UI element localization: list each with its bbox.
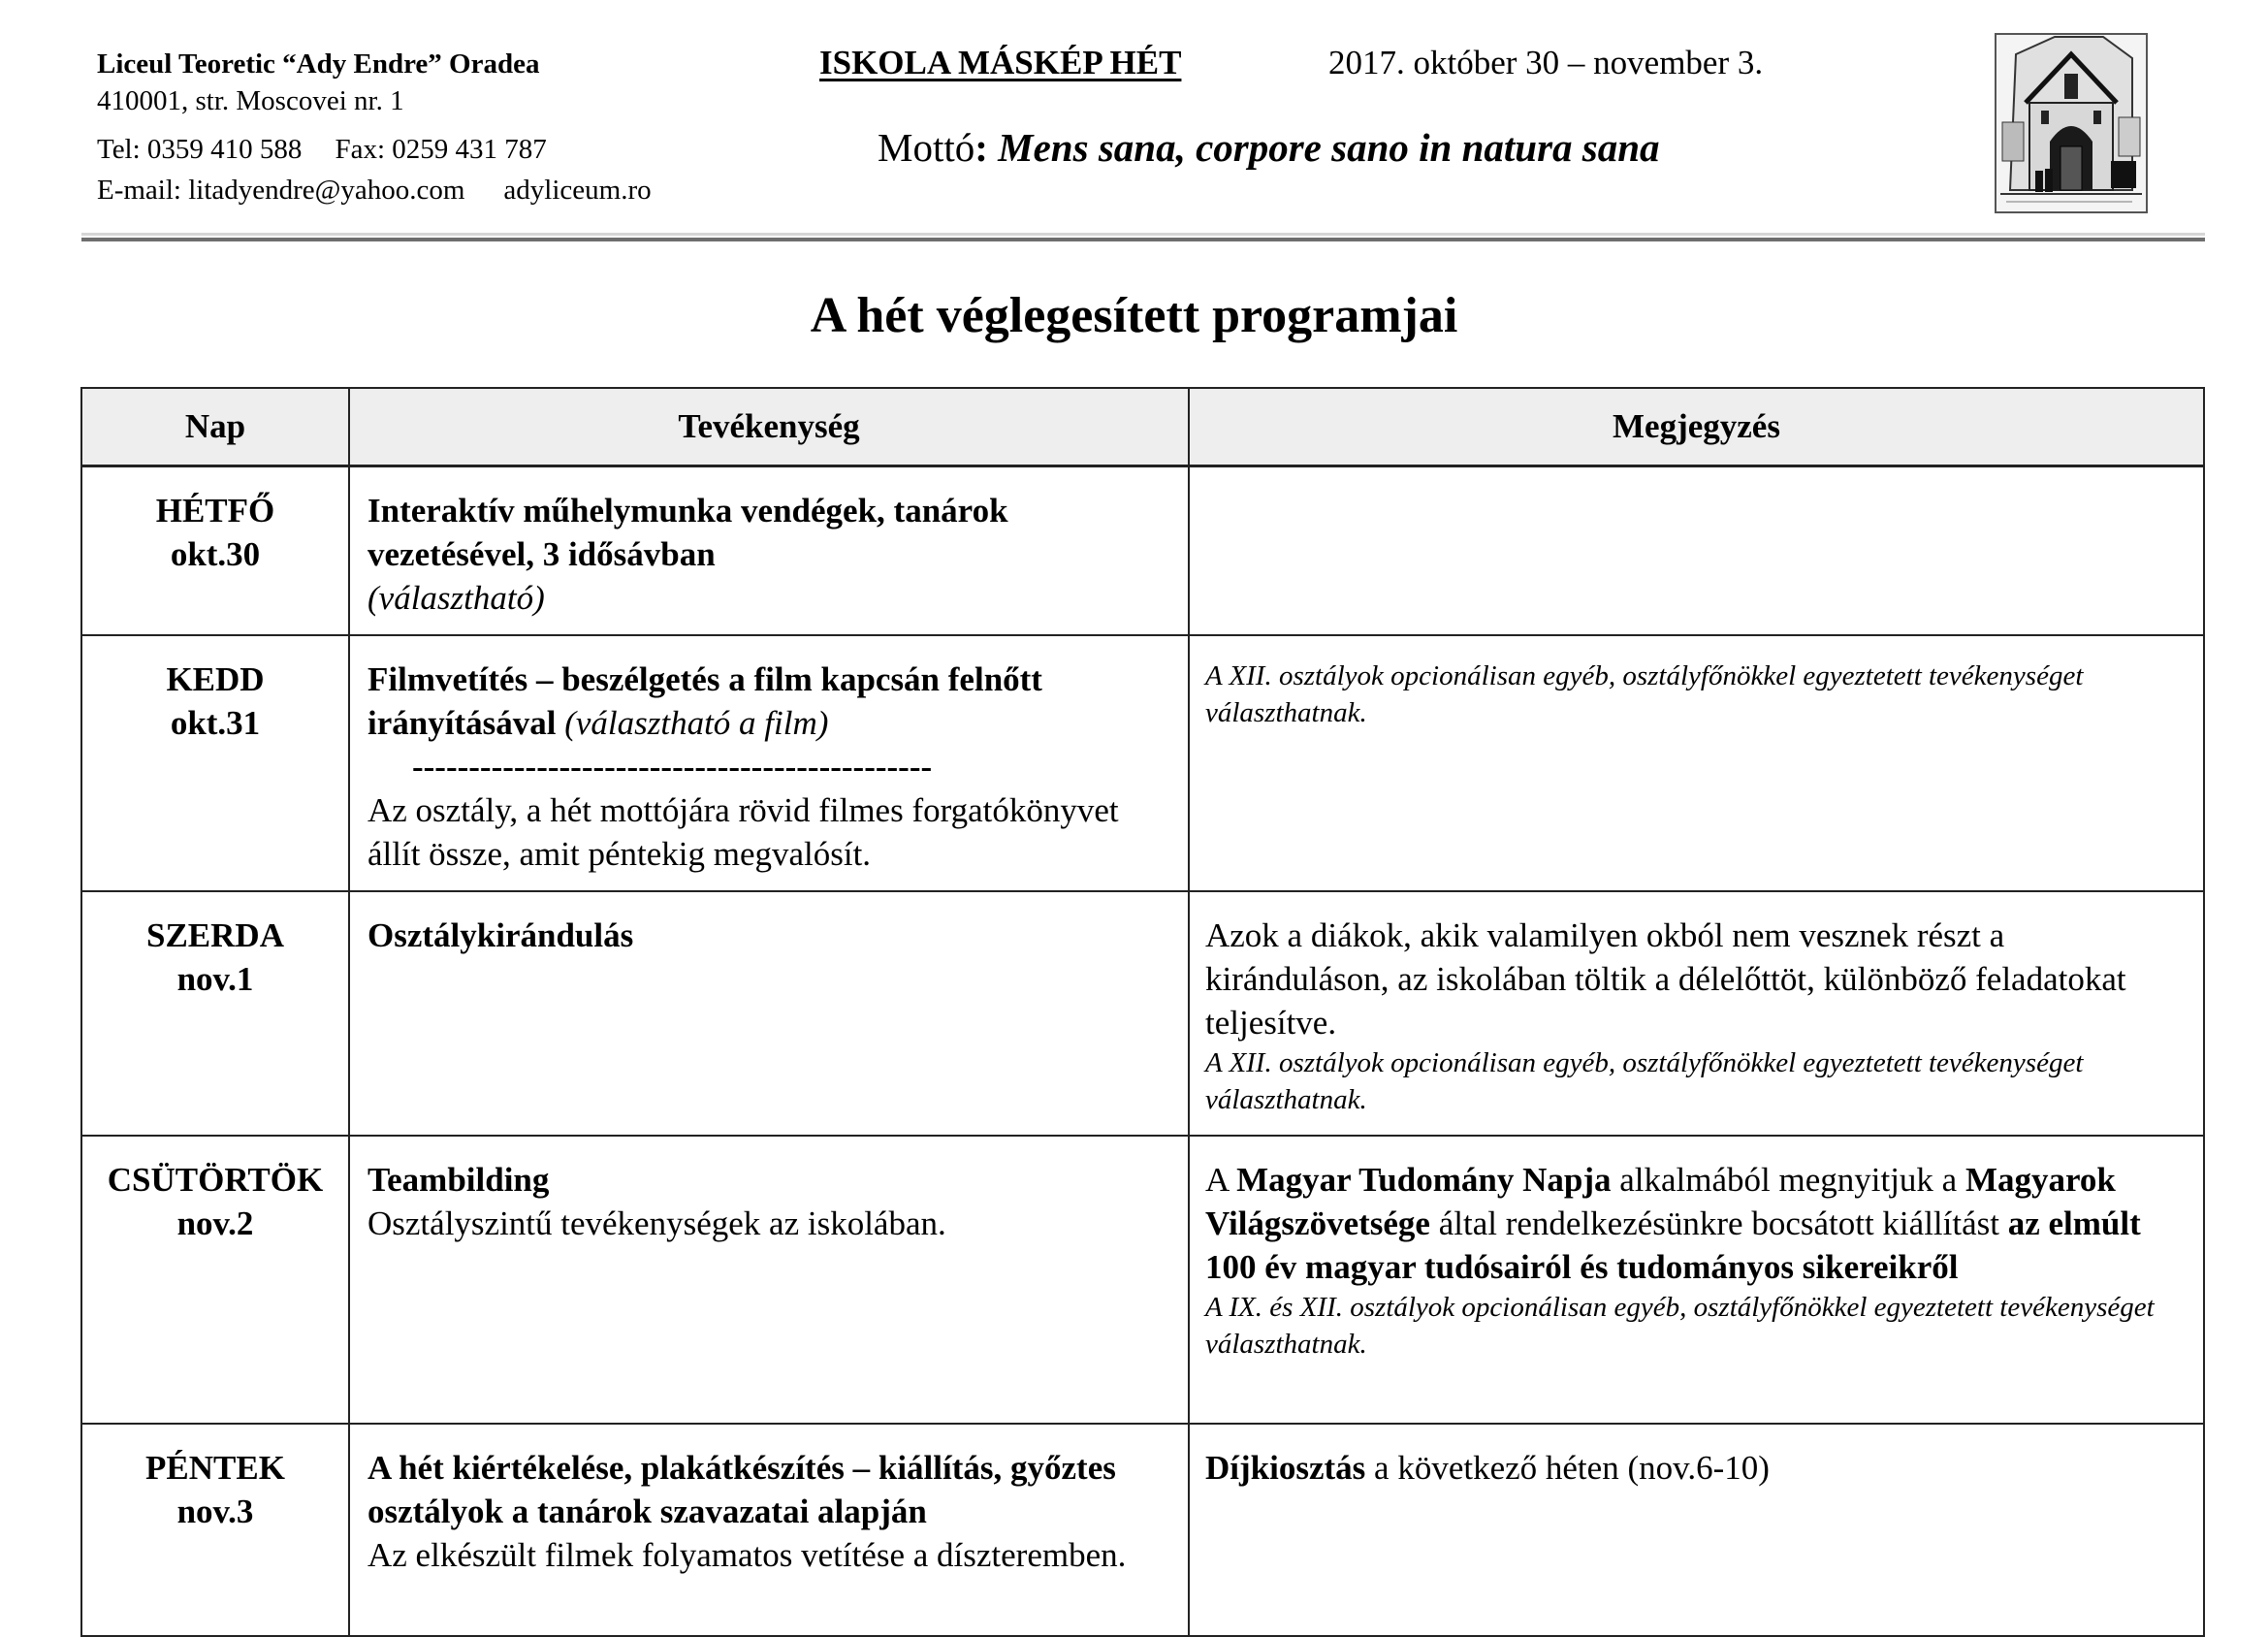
activity-cell: [349, 635, 1189, 891]
motto-label: Mottó: [878, 125, 975, 170]
activity-title: Filmvetítés – beszélgetés a film kapcsán felnőtt irányításával: [367, 660, 1042, 742]
school-name: Liceul Teoretic “Ady Endre” Oradea: [97, 48, 540, 80]
table-row: [81, 1136, 2204, 1424]
note-italic: A IX. és XII. osztályok opcionálisan egyéb, osztályfőnökkel egyeztetett tevékenységet választhatnak.: [1205, 1292, 2155, 1360]
note-cell: [1189, 466, 2204, 636]
note-cell: [1189, 635, 2204, 891]
motto-text: Mens sana, corpore sano in natura sana: [998, 125, 1660, 170]
table-row: [81, 1424, 2204, 1636]
table-row: [81, 466, 2204, 636]
note-text: Azok a diákok, akik valamilyen okból nem vesznek részt a kiránduláson, az iskolában töltik a délelőttöt, különböző feladatokat teljesítve.: [1205, 916, 2126, 1042]
day-name: CSÜTÖRTÖK: [107, 1161, 324, 1199]
day-name: SZERDA: [146, 916, 284, 954]
column-header-activity: Tevékenység: [349, 388, 1189, 466]
activity-cell: [349, 891, 1189, 1136]
activity-title: Osztálykirándulás: [367, 916, 634, 954]
day-cell: [81, 1424, 349, 1636]
header-divider-light: [81, 233, 2205, 236]
activity-title: Teambilding: [367, 1161, 550, 1199]
program-table: [80, 387, 2205, 1637]
activity-cell: [349, 466, 1189, 636]
note-text-part: alkalmából megnyitjuk a: [1611, 1161, 1965, 1199]
activity-title: A hét kiértékelése, plakátkészítés – kiállítás, győztes osztályok a tanárok szavazatai alapján: [367, 1449, 1116, 1530]
note-text: a következő héten (nov.6-10): [1365, 1449, 1770, 1487]
note-text: [1205, 1158, 2186, 1289]
table-row: [81, 635, 2204, 891]
event-title: ISKOLA MÁSKÉP HÉT: [819, 44, 1182, 81]
email-address: E-mail: litadyendre@yahoo.com: [97, 175, 465, 206]
note-italic: A XII. osztályok opcionálisan egyéb, osztályfőnökkel egyeztetett tevékenységet választhatnak.: [1205, 1047, 2084, 1115]
note-cell: [1189, 1136, 2204, 1424]
day-date: okt.30: [170, 535, 261, 573]
note-italic: A XII. osztályok opcionálisan egyéb, osztályfőnökkel egyeztetett tevékenységet választhatnak.: [1205, 660, 2084, 728]
note-highlight-science-day: Magyar Tudomány Napja: [1236, 1161, 1612, 1199]
day-name: HÉTFŐ: [155, 492, 275, 530]
note-highlight-exhibition: az elmúlt 100 év magyar tudósairól és tudományos sikereikről: [1205, 1204, 2141, 1286]
column-header-note: Megjegyzés: [1189, 388, 2204, 466]
day-date: nov.1: [176, 960, 254, 998]
day-date: nov.2: [176, 1204, 254, 1242]
note-highlight-world-federation: Magyarok Világszövetsége: [1205, 1161, 2116, 1242]
day-cell: [81, 635, 349, 891]
day-date: nov.3: [176, 1493, 254, 1530]
table-row: [81, 891, 2204, 1136]
motto-colon: :: [974, 125, 988, 170]
fax-number: Fax: 0259 431 787: [335, 134, 547, 165]
day-cell: [81, 891, 349, 1136]
activity-description: Az elkészült filmek folyamatos vetítése a díszteremben.: [367, 1536, 1127, 1574]
activity-separator: ----------------------------------------------: [412, 748, 933, 786]
day-cell: [81, 466, 349, 636]
note-text-part: által rendelkezésünkre bocsátott kiállítást: [1429, 1204, 2008, 1242]
activity-cell: [349, 1136, 1189, 1424]
activity-cell: [349, 1424, 1189, 1636]
table-header-row: [81, 388, 2204, 466]
note-text-part: A: [1205, 1161, 1237, 1199]
activity-title: Interaktív műhelymunka vendégek, tanárok vezetésével, 3 idősávban: [367, 492, 1008, 573]
motto: [878, 124, 1660, 171]
day-cell: [81, 1136, 349, 1424]
day-name: KEDD: [166, 660, 265, 698]
activity-optional: (választható a film): [564, 704, 829, 742]
day-date: okt.31: [170, 704, 261, 742]
note-bold: Díjkiosztás: [1205, 1449, 1366, 1487]
school-address: 410001, str. Moscovei nr. 1: [97, 85, 404, 116]
contact-phone-fax: [97, 134, 547, 166]
activity-optional: (választható): [367, 579, 545, 617]
contact-email-web: [97, 175, 652, 207]
school-building-sketch-icon: [1995, 33, 2148, 213]
note-cell: [1189, 891, 2204, 1136]
activity-description: Osztályszintű tevékenységek az iskolában.: [367, 1204, 946, 1242]
day-name: PÉNTEK: [145, 1449, 285, 1487]
phone-number: Tel: 0359 410 588: [97, 134, 303, 165]
website: adyliceum.ro: [503, 175, 652, 206]
page-title: A hét véglegesített programjai: [810, 288, 1458, 343]
column-header-day: Nap: [81, 388, 349, 466]
activity-description: Az osztály, a hét mottójára rövid filmes forgatókönyvet állít össze, amit péntekig megvalósít.: [367, 791, 1119, 873]
header-divider-dark: [81, 238, 2205, 241]
event-dates: 2017. október 30 – november 3.: [1328, 44, 1764, 81]
note-cell: [1189, 1424, 2204, 1636]
